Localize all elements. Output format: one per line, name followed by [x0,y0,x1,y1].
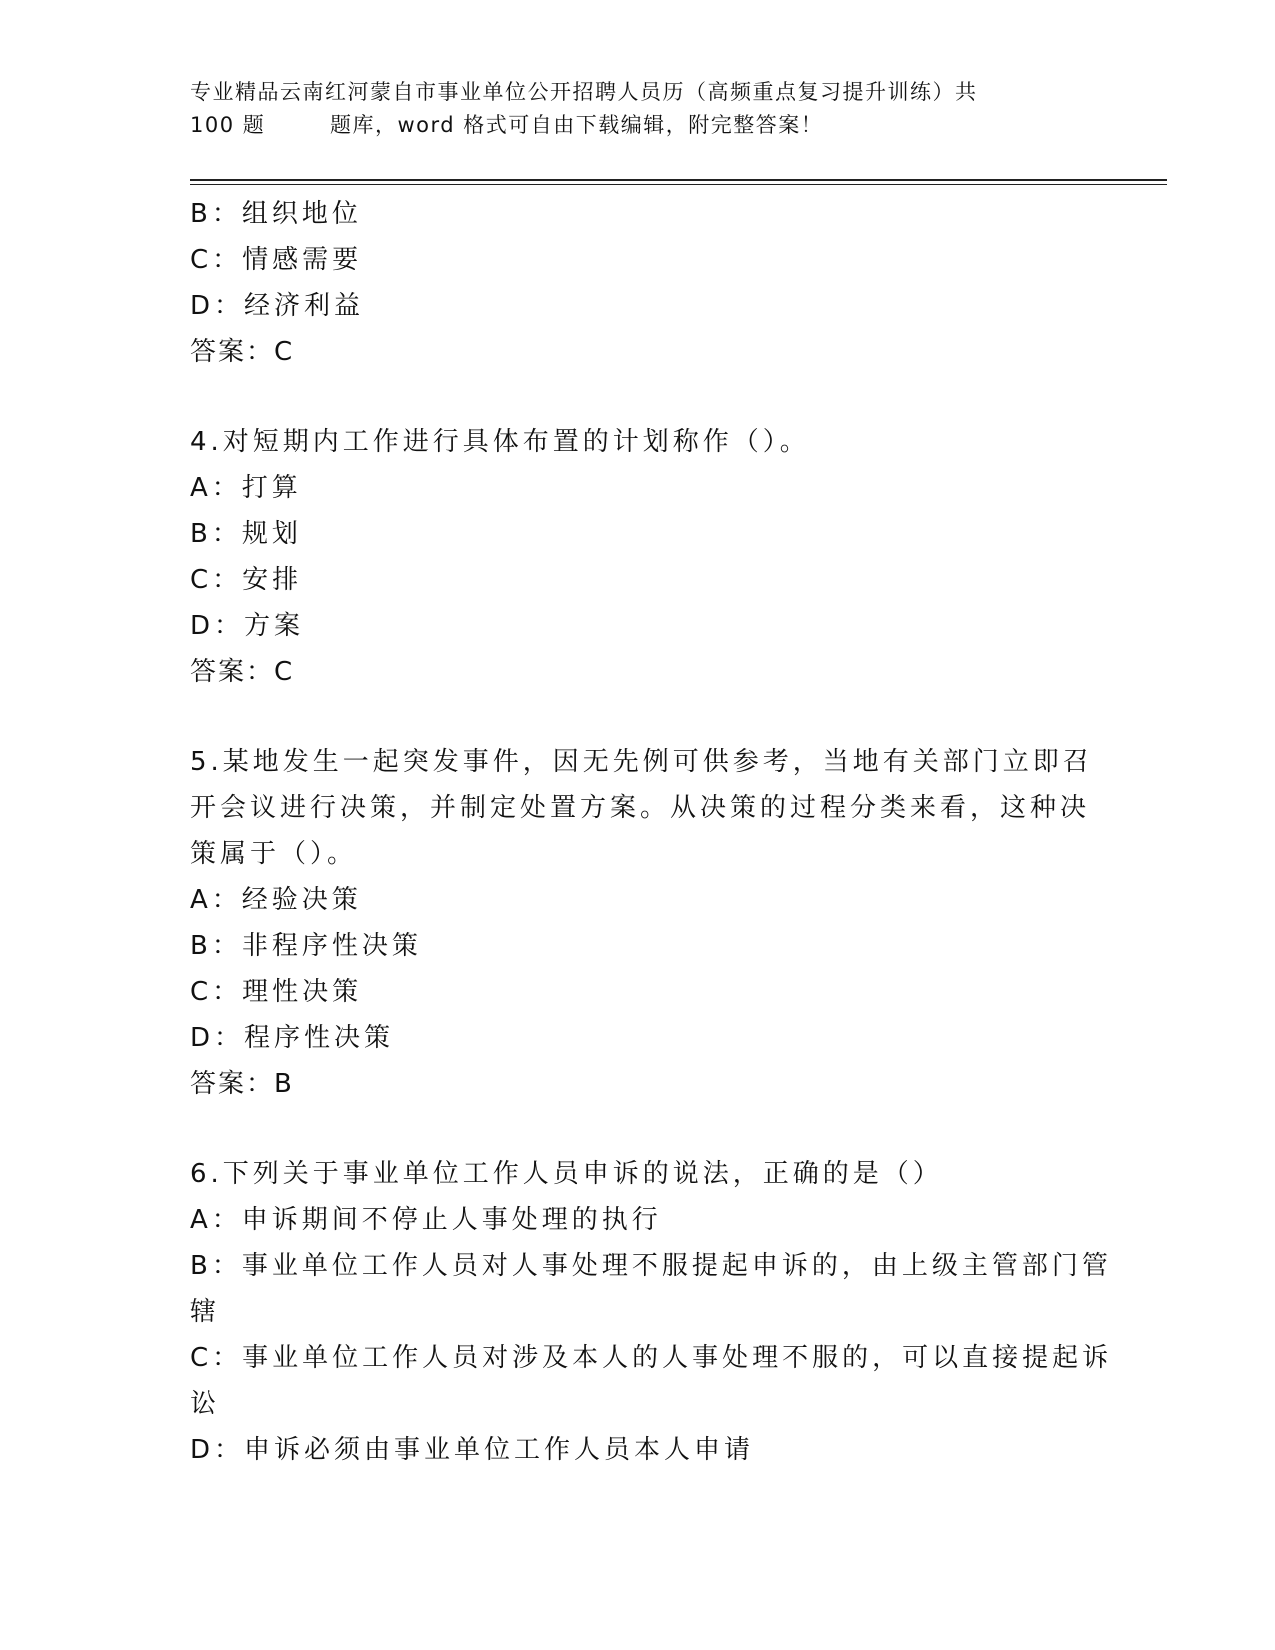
question-text-line-1: 5.某地发生一起突发事件，因无先例可供参考，当地有关部门立即召 [190,747,1093,777]
header-divider [190,179,1167,185]
document-header [190,76,1090,142]
option-b: B：组织地位 [190,199,362,229]
option-a: A：申诉期间不停止人事处理的执行 [190,1205,662,1235]
option-a: A：打算 [190,473,302,503]
option-b-line-1: B：事业单位工作人员对人事处理不服提起申诉的，由上级主管部门管 [190,1251,1112,1281]
option-d: D：程序性决策 [190,1023,395,1053]
option-c: C：理性决策 [190,977,363,1007]
answer-line: 答案：C [190,657,295,687]
question-6 [190,1151,1113,1473]
option-d: D：方案 [190,611,305,641]
option-b: B：非程序性决策 [190,931,422,961]
answer-line: 答案：C [190,337,295,367]
question-text-line-2: 开会议进行决策，并制定处置方案。从决策的过程分类来看，这种决 [190,793,1091,823]
question-text: 6.下列关于事业单位工作人员申诉的说法，正确的是（） [190,1159,943,1189]
answer-line: 答案：B [190,1069,294,1099]
option-d: D：申诉必须由事业单位工作人员本人申请 [190,1435,755,1465]
header-description: 题库，word 格式可自由下载编辑，附完整答案！ [330,113,824,137]
option-d: D：经济利益 [190,291,365,321]
option-c: C：安排 [190,565,303,595]
question-4 [190,419,1090,695]
option-a: A：经验决策 [190,885,362,915]
header-line-2 [190,109,1090,142]
question-3-tail [190,191,1090,375]
question-text: 4.对短期内工作进行具体布置的计划称作（）。 [190,427,810,457]
option-c-line-1: C：事业单位工作人员对涉及本人的人事处理不服的，可以直接提起诉 [190,1343,1113,1373]
question-content [190,191,1113,1473]
option-b: B：规划 [190,519,302,549]
option-c: C：情感需要 [190,245,363,275]
header-line-1: 专业精品云南红河蒙自市事业单位公开招聘人员历（高频重点复习提升训练）共 [190,80,978,104]
option-b-line-2: 辖 [190,1297,221,1327]
question-5 [190,739,1093,1107]
question-text-line-3: 策属于（）。 [190,839,358,869]
option-c-line-2: 讼 [190,1389,221,1419]
header-question-count: 100 题 [190,113,266,137]
